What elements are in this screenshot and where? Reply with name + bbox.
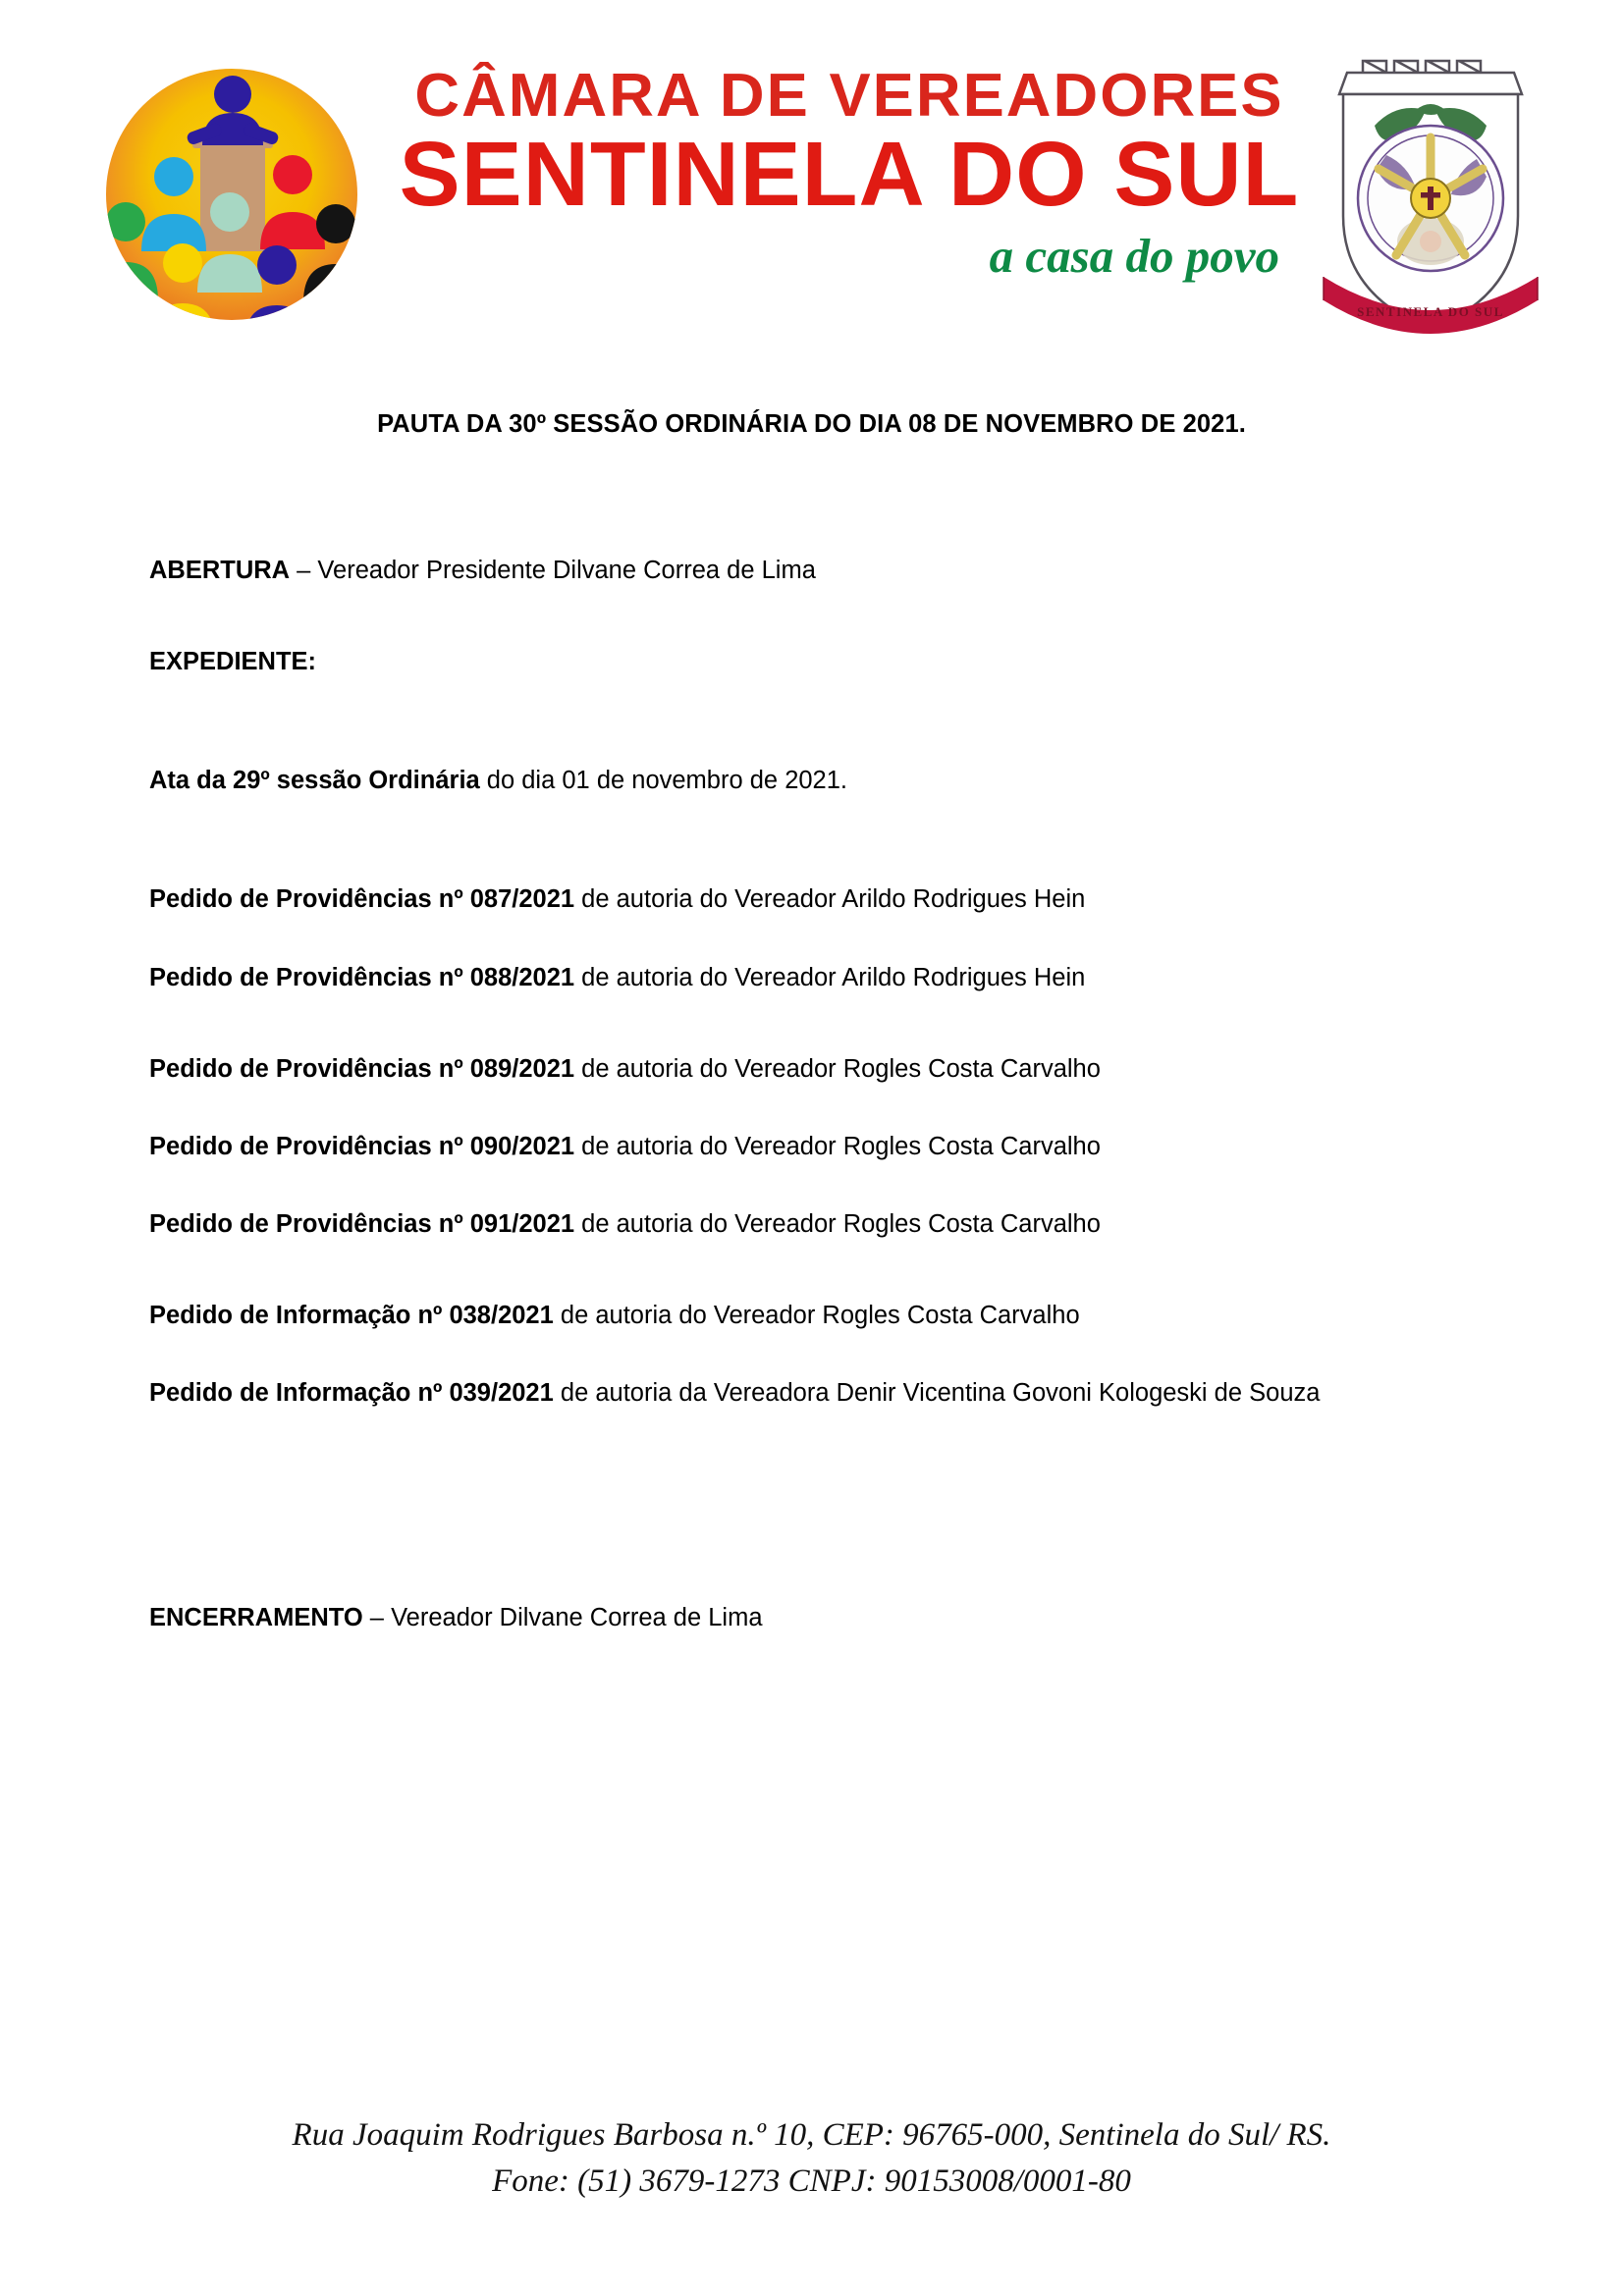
request-label: Pedido de Providências nº 088/2021 (149, 963, 575, 991)
request-label: Pedido de Providências nº 090/2021 (149, 1132, 575, 1160)
spacer (149, 678, 1472, 765)
coat-of-arms-ribbon-text: SENTINELA DO SUL (1357, 304, 1504, 319)
spacer (149, 1410, 1472, 1602)
request-item (149, 1208, 1472, 1241)
opening-label: ABERTURA (149, 557, 291, 584)
information-request-item (149, 1377, 1472, 1410)
spacer (149, 1086, 1472, 1131)
footer (0, 2112, 1623, 2205)
letterhead (0, 27, 1623, 361)
spacer (149, 994, 1472, 1053)
spacer (149, 1332, 1472, 1377)
request-item (149, 962, 1472, 994)
minutes-label: Ata da 29º sessão Ordinária (149, 767, 480, 795)
request-text: de autoria do Vereador Arildo Rodrigues Hein (574, 885, 1086, 914)
spacer (149, 917, 1472, 962)
request-item (149, 1131, 1472, 1163)
document-body (149, 555, 1472, 1635)
request-text: de autoria do Vereador Arildo Rodrigues Hein (574, 963, 1086, 991)
agenda-heading-label: EXPEDIENTE: (149, 648, 317, 676)
request-text: de autoria do Vereador Rogles Costa Carvalho (574, 1132, 1101, 1160)
wordmark-line-camara: CÂMARA DE VEREADORES (414, 62, 1284, 130)
minutes-text: do dia 01 de novembro de 2021. (479, 767, 848, 795)
footer-address-line: Rua Joaquim Rodrigues Barbosa n.º 10, CEP: 96765-000, Sentinela do Sul/ RS. (292, 2117, 1331, 2153)
spacer (149, 1163, 1472, 1208)
information-request-item (149, 1300, 1472, 1332)
closing-paragraph (149, 1602, 1472, 1634)
request-item (149, 883, 1472, 916)
request-item (149, 1053, 1472, 1086)
page-title: PAUTA DA 30º SESSÃO ORDINÁRIA DO DIA 08 DE NOVEMBRO DE 2021. (377, 410, 1246, 438)
opening-text: – Vereador Presidente Dilvane Correa de Lima (290, 557, 816, 584)
spacer (149, 587, 1472, 646)
closing-text: – Vereador Dilvane Correa de Lima (362, 1604, 763, 1632)
wordmark (398, 62, 1301, 284)
spacer (149, 1241, 1472, 1300)
information-request-text: de autoria do Vereador Rogles Costa Carvalho (553, 1302, 1080, 1330)
minutes-paragraph (149, 765, 1472, 797)
opening-paragraph (149, 555, 1472, 587)
information-request-text: de autoria da Vereadora Denir Vicentina Govoni Kologeski de Souza (553, 1379, 1321, 1408)
request-label: Pedido de Providências nº 089/2021 (149, 1054, 575, 1083)
footer-contact-line: Fone: (51) 3679-1273 CNPJ: 90153008/0001-80 (492, 2163, 1131, 2199)
wordmark-line-sentinela: SENTINELA DO SUL (399, 123, 1300, 226)
request-label: Pedido de Providências nº 091/2021 (149, 1209, 575, 1238)
agenda-heading (149, 646, 1472, 678)
request-label: Pedido de Providências nº 087/2021 (149, 885, 575, 914)
wordmark-tagline: a casa do povo (989, 229, 1279, 284)
assembly-people-circle-logo-icon (84, 57, 379, 342)
information-request-label: Pedido de Informação nº 039/2021 (149, 1379, 554, 1408)
request-text: de autoria do Vereador Rogles Costa Carvalho (574, 1054, 1101, 1083)
sentinela-do-sul-coat-of-arms-icon (1318, 49, 1543, 353)
information-request-label: Pedido de Informação nº 038/2021 (149, 1302, 554, 1330)
spacer (149, 797, 1472, 883)
request-text: de autoria do Vereador Rogles Costa Carvalho (574, 1209, 1101, 1238)
closing-label: ENCERRAMENTO (149, 1604, 363, 1632)
